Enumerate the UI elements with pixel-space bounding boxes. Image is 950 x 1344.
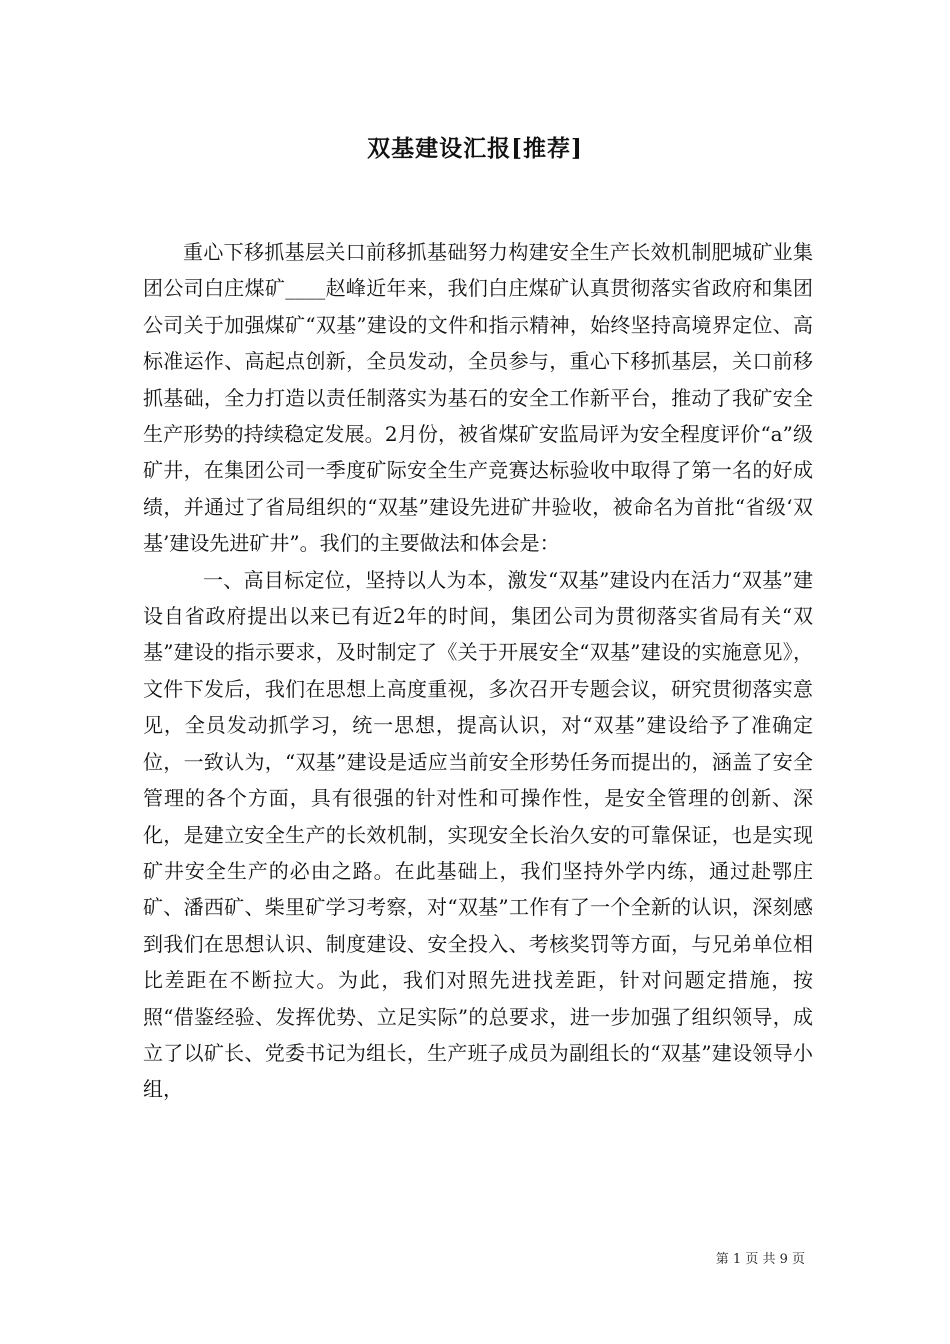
body-paragraph-section-one: 一、高目标定位，坚持以人为本，激发“双基”建设内在活力“双基”建设自省政府提出以来已有近2年的时间，集团公司为贯彻落实省局有关“双基”建设的指示要求，及时制定了《关于开展安全“双基”建设的实施意见》，文件下发后，我们在思想上高度重视，多次召开专题会议，研究贯彻落实意见，全员发动抓学习，统一思想，提高认识，对“双基”建设给予了准确定位，一致认为，“双基”建设是适应当前安全形势任务而提出的，涵盖了安全管理的各个方面，具有很强的针对性和可操作性，是安全管理的创新、深化，是建立安全生产的长效机制，实现安全长治久安的可靠保证，也是实现矿井安全生产的必由之路。在此基础上，我们坚持外学内练，通过赴鄂庄矿、潘西矿、柴里矿学习考察，对“双基”工作有了一个全新的认识，深刻感到我们在思想认识、制度建设、安全投入、考核奖罚等方面，与兄弟单位相比差距在不断拉大。为此，我们对照先进找差距，针对问题定措施，按照“借鉴经验、发挥优势、立足实际”的总要求，进一步加强了组织领导，成立了以矿长、党委书记为组长，生产班子成员为副组长的“双基”建设领导小组， [143, 567, 813, 1102]
page-number-indicator: 第 1 页 共 9 页 [715, 1252, 805, 1267]
document-body [143, 234, 813, 1108]
document-title: 双基建设汇报[推荐] [367, 135, 583, 162]
body-paragraph-intro: 重心下移抓基层关口前移抓基础努力构建安全生产长效机制肥城矿业集团公司白庄煤矿____赵峰近年来，我们白庄煤矿认真贯彻落实省政府和集团公司关于加强煤矿“双基”建设的文件和指示精神，始终坚持高境界定位、高标准运作、高起点创新，全员发动，全员参与，重心下移抓基层，关口前移抓基础，全力打造以责任制落实为基石的安全工作新平台，推动了我矿安全生产形势的持续稳定发展。2月份，被省煤矿安监局评为安全程度评价“a”级矿井，在集团公司一季度矿际安全生产竞赛达标验收中取得了第一名的好成绩，并通过了省局组织的“双基”建设先进矿井验收，被命名为首批“省级‘双基’建设先进矿井”。我们的主要做法和体会是： [143, 240, 813, 556]
